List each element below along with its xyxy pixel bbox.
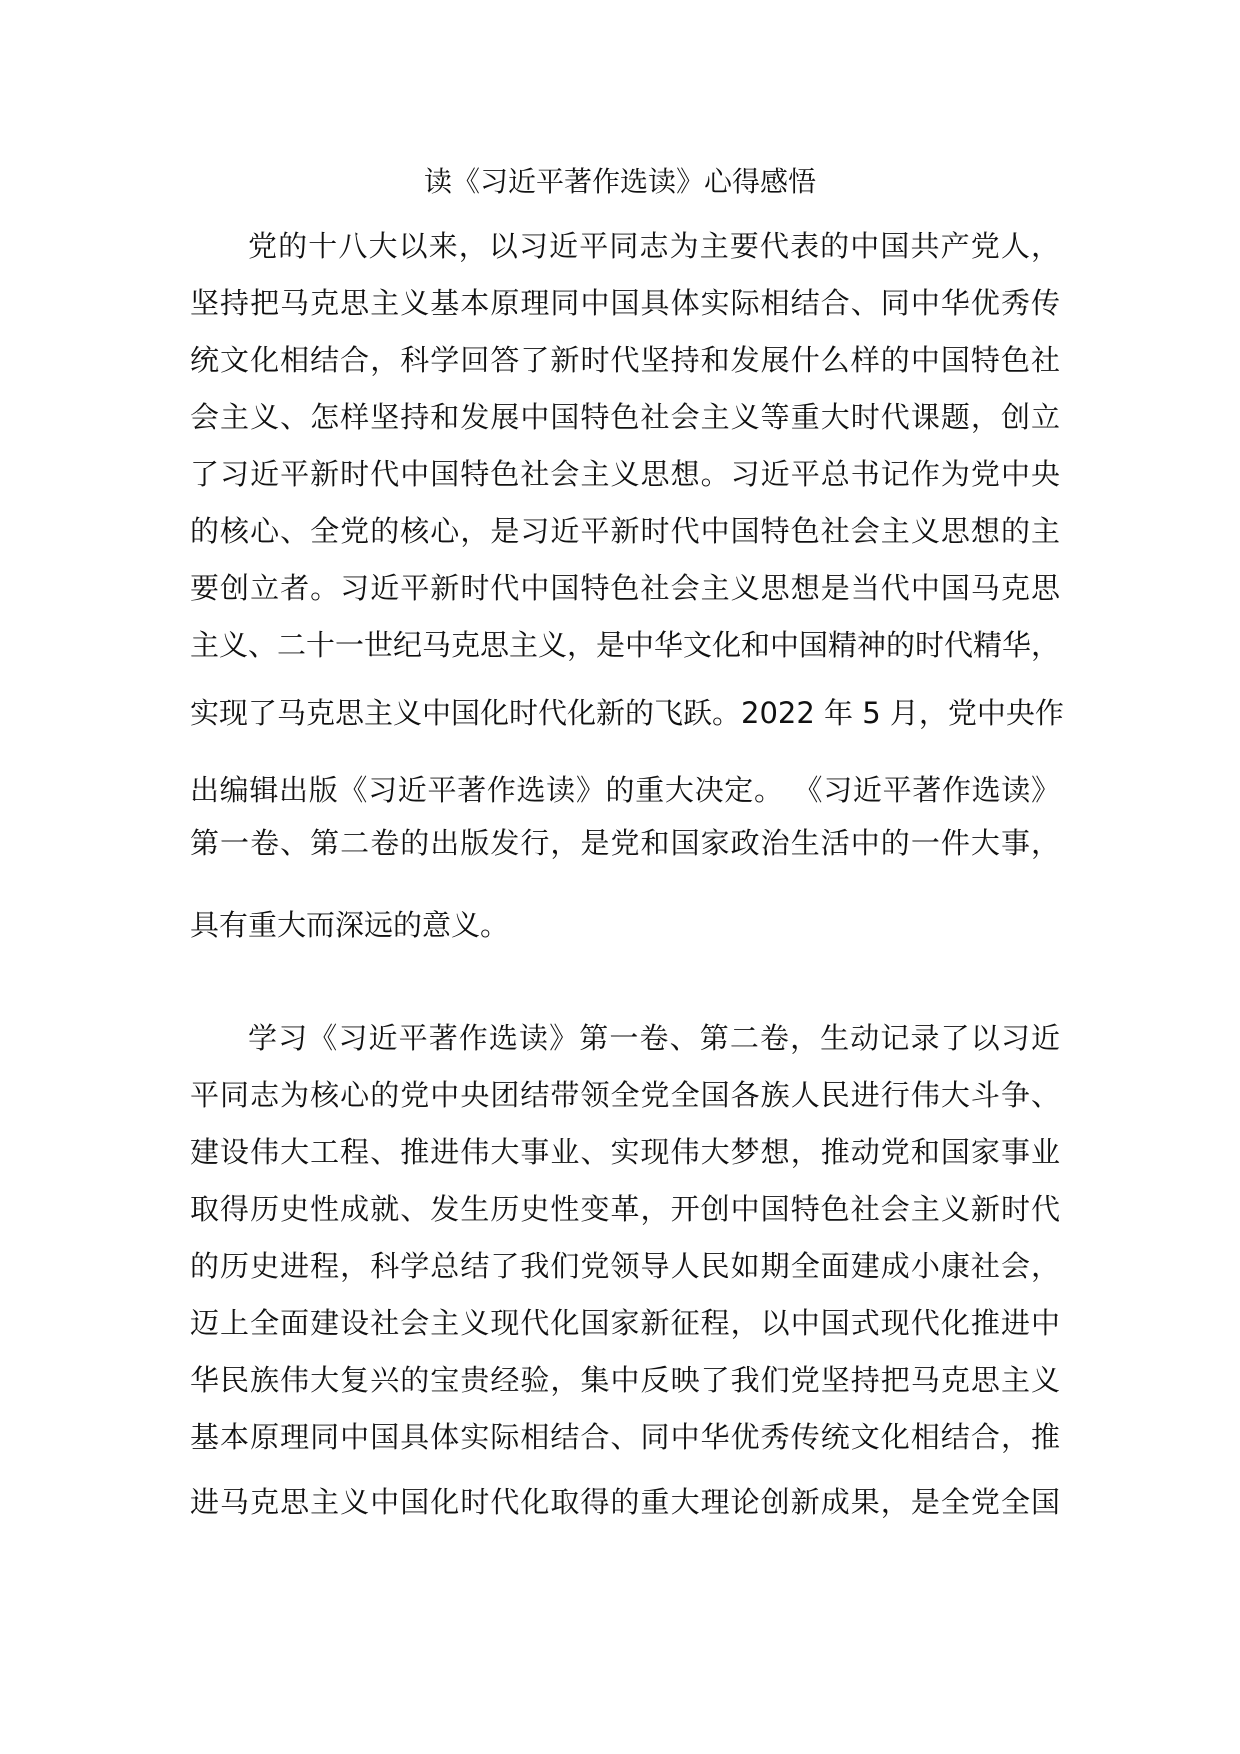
paragraph-2-line: 的历史进程，科学总结了我们党领导人民如期全面建成小康社会， <box>190 1249 1060 1283</box>
paragraph-1-line: 党的十八大以来，以习近平同志为主要代表的中国共产党人， <box>248 229 1060 263</box>
paragraph-1-line: 统文化相结合，科学回答了新时代坚持和发展什么样的中国特色社 <box>190 343 1060 377</box>
paragraph-1-line: 会主义、怎样坚持和发展中国特色社会主义等重大时代课题，创立 <box>190 400 1060 434</box>
paragraph-1-line: 出编辑出版《习近平著作选读》的重大决定。 《习近平著作选读》 <box>190 773 1060 807</box>
document-title: 读《习近平著作选读》心得感悟 <box>423 165 816 198</box>
paragraph-2-line: 平同志为核心的党中央团结带领全党全国各族人民进行伟大斗争、 <box>190 1078 1060 1112</box>
paragraph-1-line: 了习近平新时代中国特色社会主义思想。习近平总书记作为党中央 <box>190 457 1060 491</box>
paragraph-1-line: 要创立者。习近平新时代中国特色社会主义思想是当代中国马克思 <box>190 571 1060 605</box>
paragraph-1-line: 的核心、全党的核心，是习近平新时代中国特色社会主义思想的主 <box>190 514 1060 548</box>
paragraph-1-line: 第一卷、第二卷的出版发行，是党和国家政治生活中的一件大事， <box>190 826 1060 860</box>
paragraph-2-line: 基本原理同中国具体实际相结合、同中华优秀传统文化相结合，推 <box>190 1420 1060 1454</box>
paragraph-2-line: 取得历史性成就、发生历史性变革，开创中国特色社会主义新时代 <box>190 1192 1060 1226</box>
paragraph-2-line: 迈上全面建设社会主义现代化国家新征程，以中国式现代化推进中 <box>190 1306 1060 1340</box>
paragraph-1-line: 主义、二十一世纪马克思主义，是中华文化和中国精神的时代精华， <box>190 628 1061 662</box>
paragraph-1-line: 坚持把马克思主义基本原理同中国具体实际相结合、同中华优秀传 <box>190 286 1060 320</box>
paragraph-2-line: 华民族伟大复兴的宝贵经验，集中反映了我们党坚持把马克思主义 <box>190 1363 1060 1397</box>
paragraph-2-line: 建设伟大工程、推进伟大事业、实现伟大梦想，推动党和国家事业 <box>190 1135 1060 1169</box>
paragraph-1-line: 具有重大而深远的意义。 <box>190 908 510 942</box>
paragraph-1-line: 实现了马克思主义中国化时代化新的飞跃。2022 年 5 月，党中央作 <box>190 696 1064 730</box>
paragraph-2-line: 学习《习近平著作选读》第一卷、第二卷，生动记录了以习近 <box>248 1021 1060 1055</box>
paragraph-2-line: 进马克思主义中国化时代化取得的重大理论创新成果，是全党全国 <box>190 1485 1060 1519</box>
